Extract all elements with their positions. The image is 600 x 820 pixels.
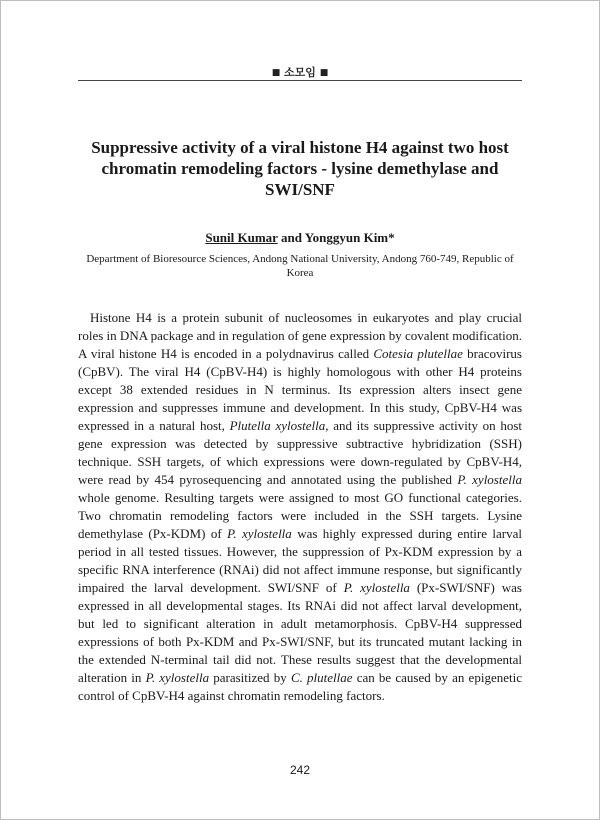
header-rule — [78, 80, 522, 81]
species-name: P. xylostella — [145, 670, 210, 685]
section-header — [78, 64, 522, 80]
author-line — [78, 230, 522, 246]
abstract-text: , and its suppressive activity on host gene expression was detected by suppressive subtractive hybridization (SSH) technique. SSH targets, of which expressions were down-regulated by CpBV-H4, were read by 454 pyrosequencing and annotated using the published — [78, 418, 523, 487]
affiliation: Department of Bioresource Sciences, Andong National University, Andong 760-749, Republic of Korea — [86, 253, 514, 279]
species-name: P. xylostella — [457, 472, 522, 487]
species-name: Plutella xylostella — [229, 418, 326, 433]
abstract-body — [78, 309, 522, 705]
square-bullet-icon: ■ — [271, 68, 281, 78]
abstract-text: parasitized by — [209, 670, 291, 685]
abstract-text: bracovirus (CpBV). The viral H4 (CpBV-H4) is highly homologous with other H4 proteins except 38 extended residues in N terminus. Its expression alters insect gene expression and suppresses immune and development. In this study, CpBV-H4 was expressed in a natural host, — [78, 346, 522, 433]
section-label: 소모임 — [284, 66, 316, 79]
abstract-text: Histone H4 is a protein subunit of nucleosomes in eukaryotes and play crucial roles in DNA package and in regulation of gene expression by covalent modification. A viral histone H4 is encoded in a polydnavirus called — [78, 310, 522, 361]
square-bullet-icon: ■ — [319, 68, 329, 78]
species-name: C. plutellae — [290, 670, 353, 685]
page-number: 242 — [289, 763, 311, 777]
abstract-text: whole genome. Resulting targets were assigned to most GO functional categories. Two chromatin remodeling factors were included in the SSH targets. Lysine demethylase (Px-KDM) of — [78, 490, 522, 541]
first-author: Sunil Kumar — [205, 230, 278, 245]
species-name: P. xylostella — [343, 580, 410, 595]
abstract-text: can be caused by an epigenetic control of CpBV-H4 against chromatin remodeling factors. — [78, 670, 522, 703]
paper-title: Suppressive activity of a viral histone H4 against two host chromatin remodeling factors - lysine demethylase and SWI/SNF — [91, 138, 509, 199]
species-name: Cotesia plutellae — [373, 346, 463, 361]
abstract-text: (Px-SWI/SNF) was expressed in all developmental stages. Its RNAi did not affect larval development, but led to significant alteration in adult metamorphosis. CpBV-H4 suppressed expressions of both Px-KDM and Px-SWI/SNF, but its truncated mutant lacking in the extended N-terminal tail did not. These results suggest that the developmental alteration in — [78, 580, 522, 685]
species-name: P. xylostella — [227, 526, 292, 541]
abstract-text: was highly expressed during entire larval period in all tested tissues. However, the suppression of Px-KDM expression by a specific RNA interference (RNAi) did not affect immune response, but significantly impaired the larval development. SWI/SNF of — [78, 526, 523, 595]
co-authors: and Yonggyun Kim* — [277, 230, 395, 245]
